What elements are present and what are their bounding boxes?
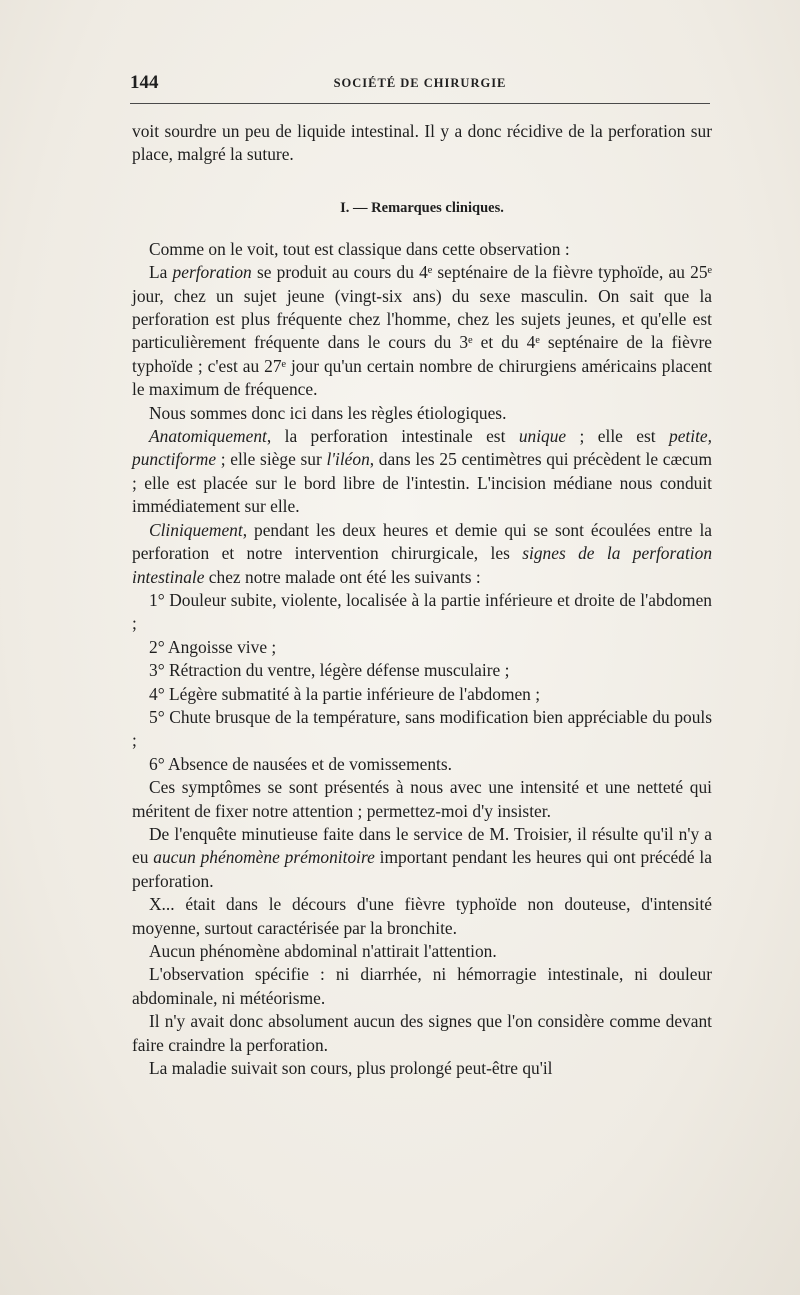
emphasis-ileon: l'iléon [326,449,370,470]
body-text [132,120,712,1080]
section-heading: I. — Remarques cliniques. [340,199,504,216]
list-item: 2° Angoisse vive ; [149,636,277,657]
paragraph-observation: L'observation spécifie : ni diarrhée, ni hémorragie intestinale, ni douleur abdominale, ni météorisme. [132,964,712,1008]
text-run: ; elle est [566,426,670,447]
emphasis-anatomiquement: Anatomiquement [149,426,267,447]
list-item: 5° Chute brusque de la température, sans modification bien appréciable du pouls ; [132,706,712,751]
text-run: De l'enquête minutieuse faite dans le service de M. Troisier, il résulte qu'il n'y a eu [132,823,712,868]
running-title: SOCIÉTÉ DE CHIRURGIE [333,76,507,90]
text-run: , la perforation intestinale est [266,426,519,447]
paragraph-abdominal: Aucun phénomène abdominal n'attirait l'attention. [149,941,497,961]
text-run: important pendant les heures qui ont précédé la perforation. [132,847,712,891]
paragraph-signs: Il n'y avait donc absolument aucun des signes que l'on considère comme devant faire craindre la perforation. [132,1011,712,1055]
page-number: 144 [130,72,159,93]
paragraph-perforation [132,261,712,401]
emphasis-unique: unique [518,426,567,447]
emphasis-signes: signes de la perforation intestinale [132,543,713,587]
paragraph-course: La maladie suivait son cours, plus prolongé peut-être qu'il [149,1058,553,1079]
emphasis-premonitoire: aucun phénomène prémonitoire [153,847,375,868]
paragraph-clinical [132,519,712,589]
paragraph-continuation: voit sourdre un peu de liquide intestinal. Il y a donc récidive de la perforation sur place, malgré la suture. [132,121,712,165]
emphasis-punctiforme: petite, punctiforme [132,426,712,470]
text-run: ; elle siège sur [216,449,327,470]
text-run: La [149,262,173,283]
page-header [130,70,710,100]
list-item: 3° Rétraction du ventre, légère défense musculaire ; [149,660,510,681]
emphasis-perforation: perforation [172,262,252,283]
list-item: 1° Douleur subite, violente, localisée à la partie inférieure et droite de l'abdomen ; [132,589,712,634]
paragraph-symptoms: Ces symptômes se sont présentés à nous avec une intensité et une netteté qui méritent de fixer notre attention ; permettez-moi d'y insister. [132,777,712,821]
text-run: chez notre malade ont été les suivants : [204,566,481,587]
paragraph-etiology: Nous sommes donc ici dans les règles étiologiques. [149,402,507,423]
text-run: , pendant les deux heures et demie qui se sont écoulées entre la perforation et notre intervention chirurgicale, les [132,519,712,564]
paragraph-inquiry [132,823,712,893]
list-item: 4° Légère submatité à la partie inférieure de l'abdomen ; [149,683,541,704]
list-item: 6° Absence de nausées et de vomissements. [149,753,453,774]
emphasis-cliniquement: Cliniquement [149,519,243,540]
header-rule [130,103,710,104]
paragraph-patient: X... était dans le décours d'une fièvre typhoïde non douteuse, d'intensité moyenne, surtout caractérisée par la bronchite. [132,894,712,938]
paragraph-intro: Comme on le voit, tout est classique dans cette observation : [149,238,570,259]
text-run: se produit au cours du 4ᵉ septénaire de la fièvre typhoïde, au 25ᵉ jour, chez un sujet jeune (vingt-six ans) du sexe masculin. On sait que la perforation est plus fréquente chez l'homme, chez les sujets jeunes, et qu'elle est particulièrement fréquente dans le cours du 3ᵉ et du 4ᵉ septénaire de la fièvre typhoïde ; c'est au 27ᵉ jour qu'un certain nombre de chirurgiens américains placent le maximum de fréquence. [132,262,712,400]
paragraph-anatomy [132,425,712,519]
text-run: , dans les 25 centimètres qui précèdent le cæcum ; elle est placée sur le bord libre de l'intestin. L'incision médiane nous conduit immédiatement sur elle. [132,449,712,517]
